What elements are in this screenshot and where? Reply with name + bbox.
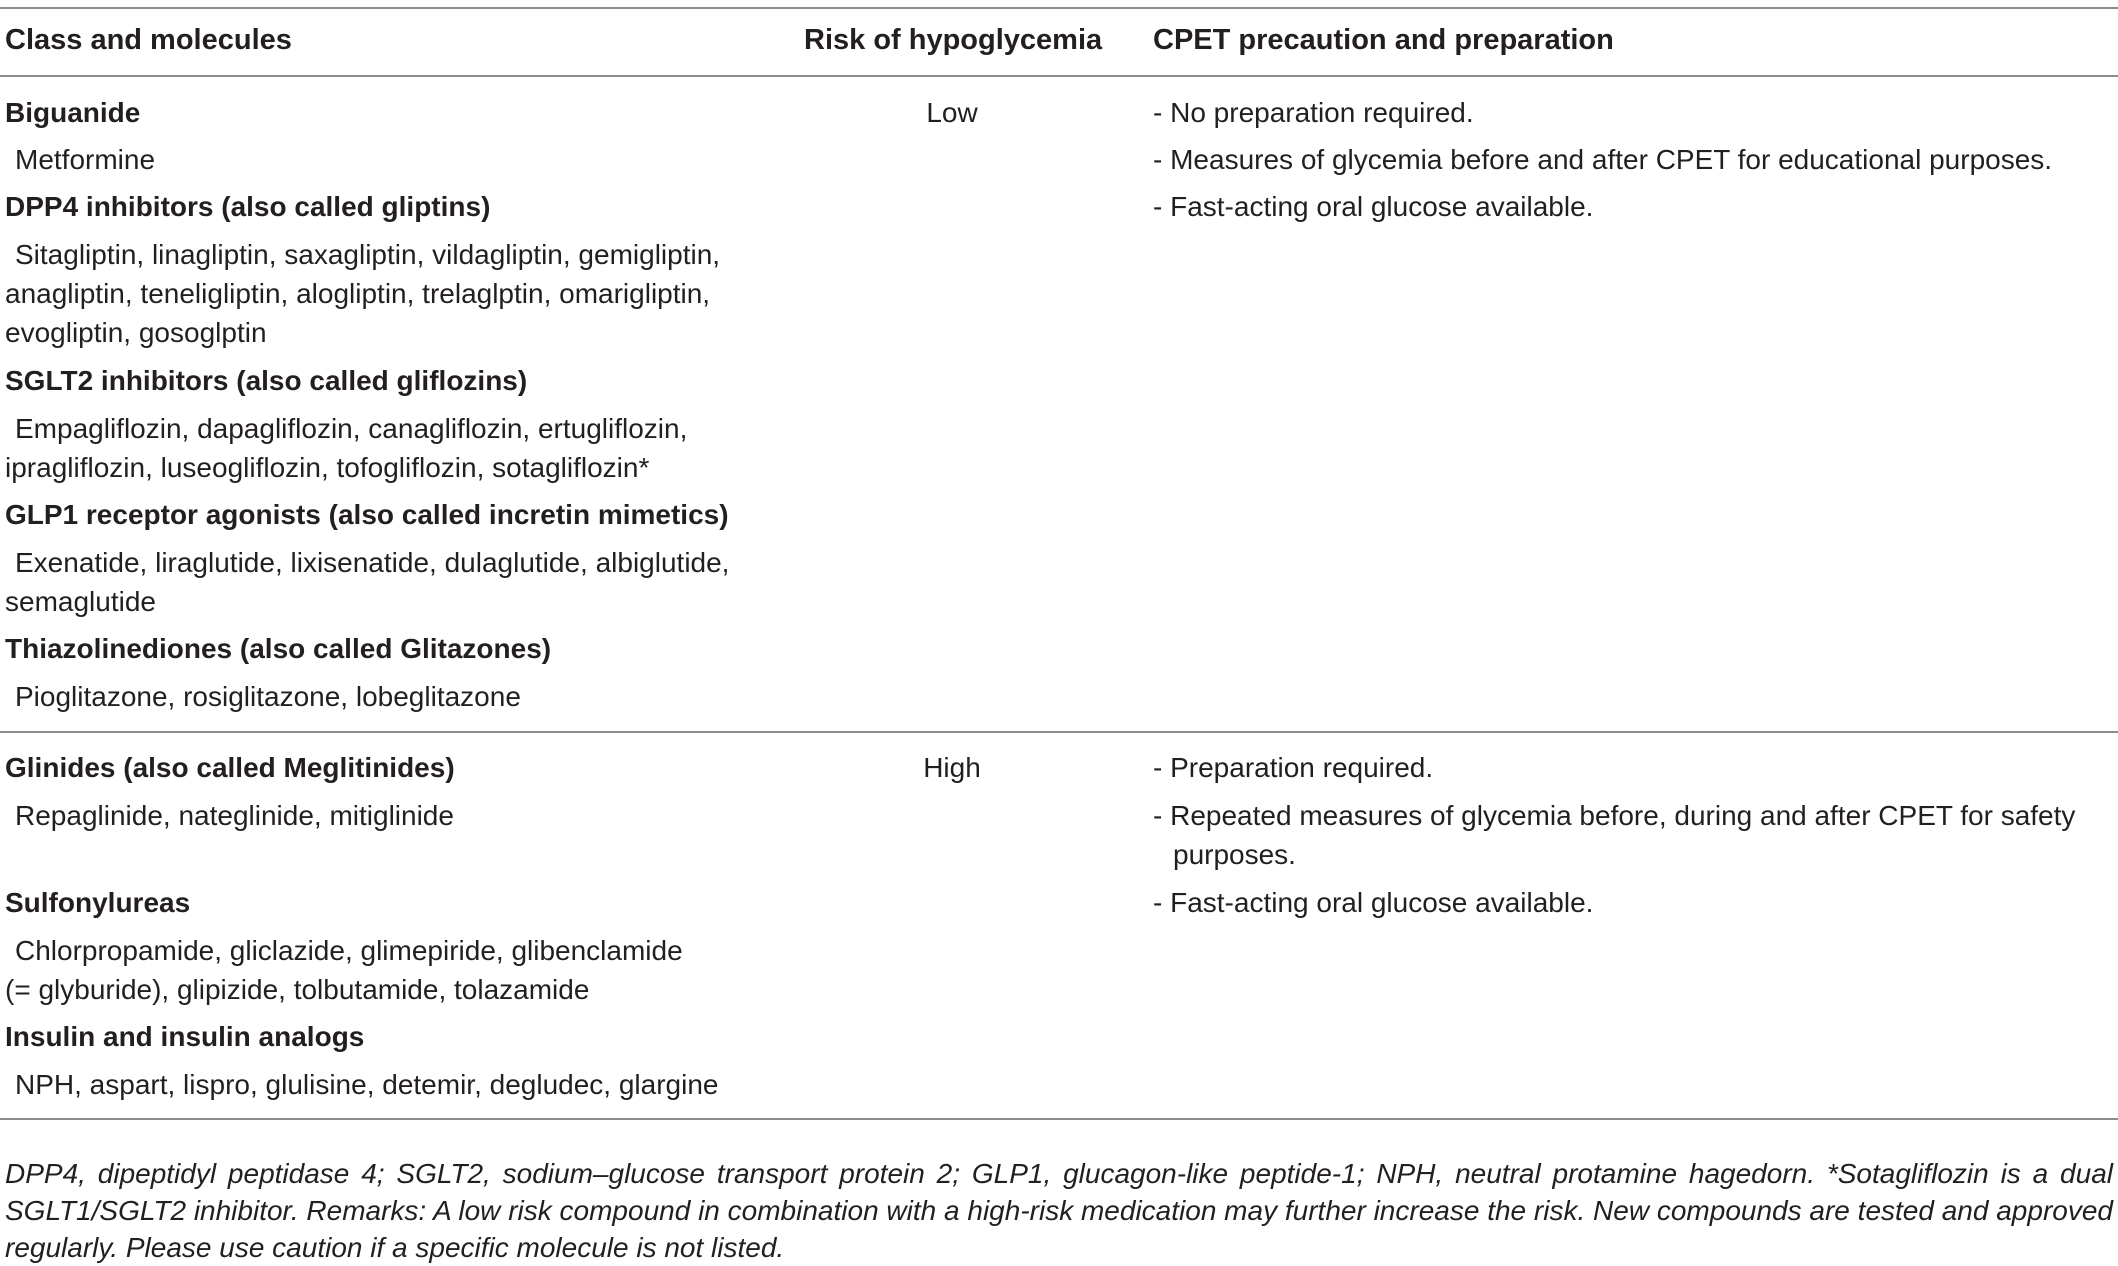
precaution-high-3: - Fast-acting oral glucose available. xyxy=(1153,887,1594,918)
molecules-sulfonylureas-line-1: Chlorpropamide, gliclazide, glimepiride, glibenclamide xyxy=(15,935,683,966)
molecules-glp1-line-1: Exenatide, liraglutide, lixisenatide, dulaglutide, albiglutide, xyxy=(15,547,730,578)
bottom-rule xyxy=(0,1118,2118,1120)
class-name-glinides: Glinides (also called Meglitinides) xyxy=(5,752,455,783)
header-rule xyxy=(0,75,2118,77)
molecules-glinides: Repaglinide, nateglinide, mitiglinide xyxy=(15,800,454,831)
risk-high: High xyxy=(923,752,981,783)
header-risk-of-hypoglycemia: Risk of hypoglycemia xyxy=(804,24,1103,56)
molecules-insulin: NPH, aspart, lispro, glulisine, detemir, degludec, glargine xyxy=(15,1069,719,1100)
molecules-sglt2-line-1: Empagliflozin, dapagliflozin, canagliflozin, ertugliflozin, xyxy=(15,413,688,444)
header-cpet-precaution: CPET precaution and preparation xyxy=(1153,24,1614,56)
molecules-sulfonylureas-line-2: (= glyburide), glipizide, tolbutamide, tolazamide xyxy=(5,974,590,1005)
molecules-glp1-line-2: semaglutide xyxy=(5,586,156,617)
precaution-low-3: - Fast-acting oral glucose available. xyxy=(1153,191,1594,222)
class-name-thiazolinediones: Thiazolinediones (also called Glitazones) xyxy=(5,633,552,664)
precaution-high-2-line-1: - Repeated measures of glycemia before, during and after CPET for safety xyxy=(1153,800,2076,831)
group-divider-rule xyxy=(0,731,2118,733)
table-footnote: DPP4, dipeptidyl peptidase 4; SGLT2, sodium–glucose transport protein 2; GLP1, glucagon-like peptide-1; NPH, neutral protamine hagedorn. *Sotagliflozin is a dual SGLT1/SGLT2 inhibitor. Remarks: A low risk compound in combination with a high-risk medication may further increase the risk. New compounds are tested and approved regularly. Please use caution if a specific molecule is not listed. xyxy=(5,1158,2113,1263)
molecules-sglt2-line-2: ipragliflozin, luseogliflozin, tofogliflozin, sotagliflozin* xyxy=(5,452,650,483)
class-name-glp1: GLP1 receptor agonists (also called incretin mimetics) xyxy=(5,499,729,530)
molecules-metformine: Metformine xyxy=(15,144,156,175)
class-name-biguanide: Biguanide xyxy=(5,97,141,128)
risk-low: Low xyxy=(926,97,978,128)
class-name-sulfonylureas: Sulfonylureas xyxy=(5,887,191,918)
precaution-low-2: - Measures of glycemia before and after CPET for educational purposes. xyxy=(1153,144,2053,175)
precaution-high-2-line-2: purposes. xyxy=(1173,839,1296,870)
molecules-thiazolinediones: Pioglitazone, rosiglitazone, lobeglitazone xyxy=(15,681,521,712)
molecules-dpp4-line-2: anagliptin, teneligliptin, alogliptin, trelaglptin, omarigliptin, xyxy=(5,278,711,309)
molecules-dpp4-line-3: evogliptin, gosoglptin xyxy=(5,317,267,348)
header-class-and-molecules: Class and molecules xyxy=(5,24,292,56)
precaution-high-1: - Preparation required. xyxy=(1153,752,1434,783)
class-name-sglt2: SGLT2 inhibitors (also called gliflozins) xyxy=(5,365,528,396)
class-name-insulin: Insulin and insulin analogs xyxy=(5,1021,365,1052)
precaution-low-1: - No preparation required. xyxy=(1153,97,1474,128)
class-name-dpp4: DPP4 inhibitors (also called gliptins) xyxy=(5,191,491,222)
molecules-dpp4-line-1: Sitagliptin, linagliptin, saxagliptin, vildagliptin, gemigliptin, xyxy=(15,239,721,270)
top-rule xyxy=(0,7,2118,9)
